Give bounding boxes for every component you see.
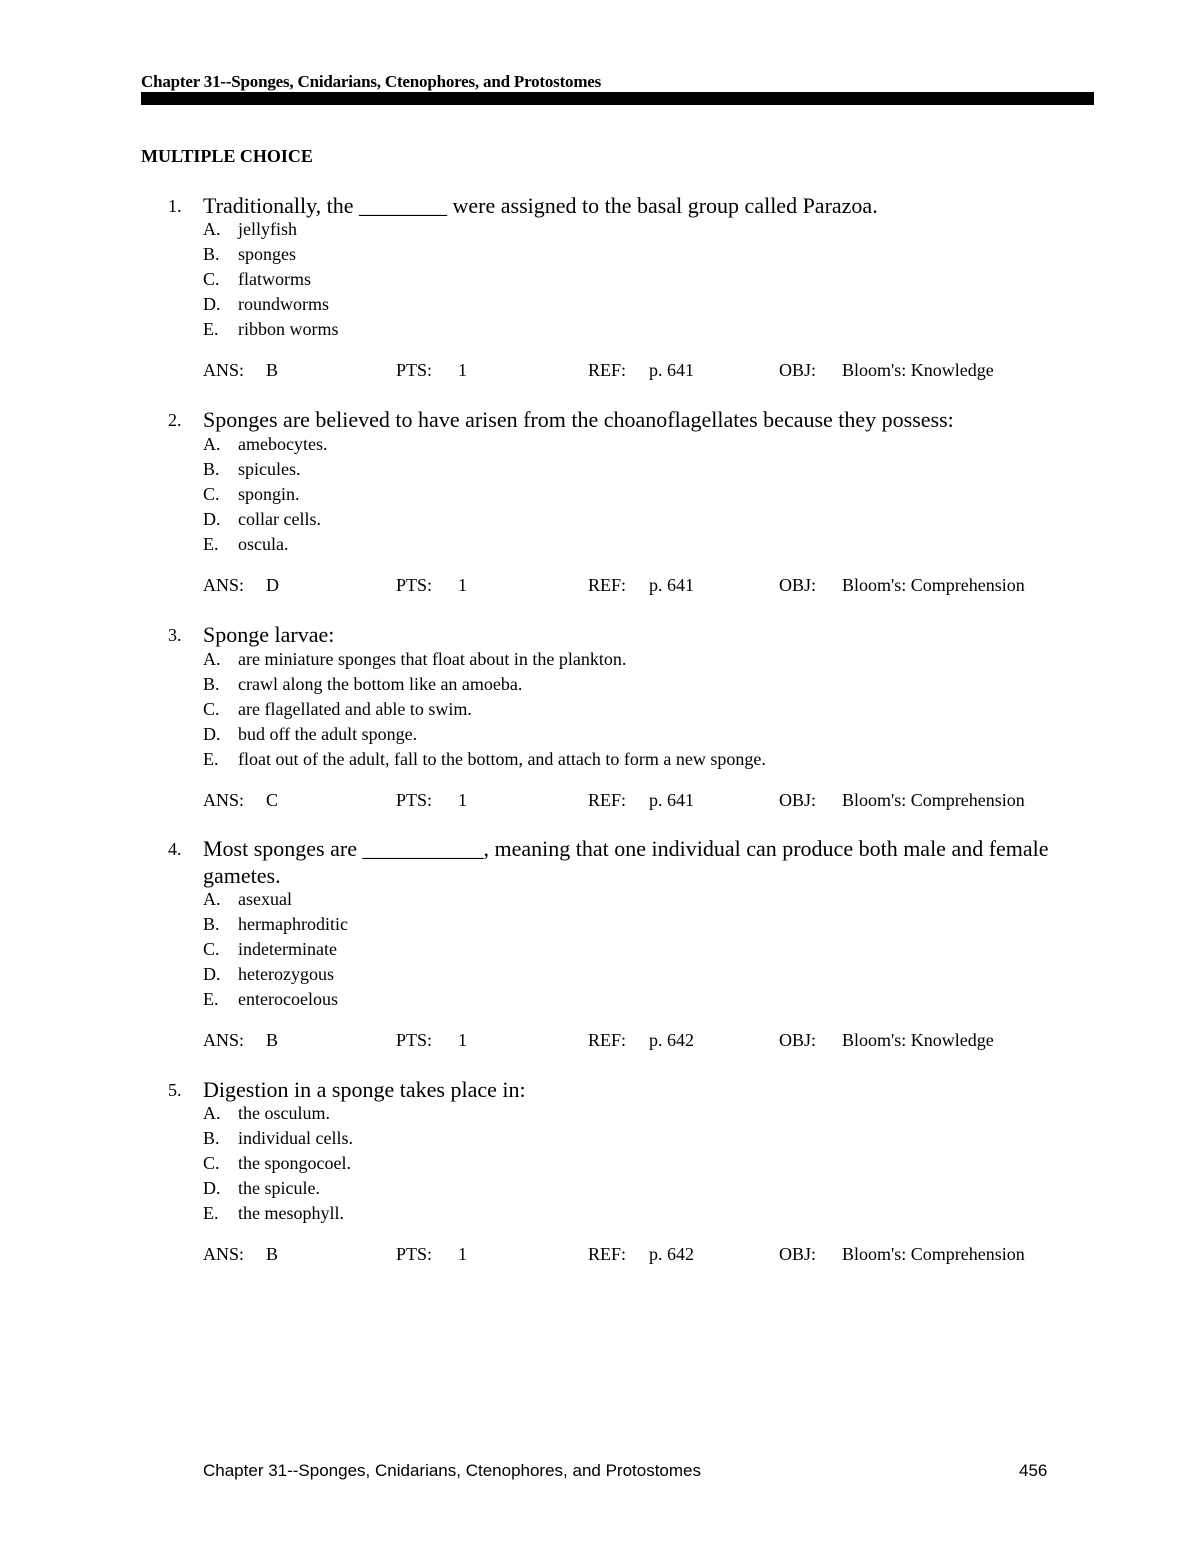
obj-label: OBJ: — [779, 575, 817, 595]
question-stem: Most sponges are ___________, meaning that one individual can produce both male and female gametes. — [203, 836, 1049, 888]
option-text: the spicule. — [238, 1177, 320, 1198]
page-header-title: Chapter 31--Sponges, Cnidarians, Ctenophores, and Protostomes — [141, 72, 602, 91]
question-stem: Sponges are believed to have arisen from the choanoflagellates because they possess: — [203, 407, 954, 432]
question-stem: Sponge larvae: — [203, 622, 335, 647]
option-letter: D. — [203, 1177, 221, 1198]
obj-label: OBJ: — [779, 1030, 817, 1050]
question-number: 2. — [168, 410, 182, 430]
option-letter: C. — [203, 268, 220, 289]
option-text: flatworms — [238, 268, 311, 289]
option-letter: D. — [203, 963, 221, 984]
ref-label: REF: — [588, 790, 627, 810]
ans-label: ANS: — [203, 1244, 245, 1264]
option-text: ribbon worms — [238, 318, 339, 339]
option-text: heterozygous — [238, 963, 334, 984]
ref-label: REF: — [588, 1244, 627, 1264]
option-letter: C. — [203, 483, 220, 504]
option-text: hermaphroditic — [238, 913, 348, 934]
ans-value: B — [266, 1244, 279, 1264]
ref-value: p. 641 — [649, 575, 694, 595]
option-letter: B. — [203, 1127, 220, 1148]
ans-value: D — [266, 575, 279, 595]
pts-label: PTS: — [396, 1030, 433, 1050]
option-letter: B. — [203, 243, 220, 264]
option-text: bud off the adult sponge. — [238, 723, 418, 744]
option-letter: C. — [203, 698, 220, 719]
ans-label: ANS: — [203, 360, 245, 380]
obj-value: Bloom's: Comprehension — [842, 1244, 1025, 1264]
option-text: spongin. — [238, 483, 300, 504]
footer-title: Chapter 31--Sponges, Cnidarians, Ctenophores, and Protostomes — [203, 1461, 702, 1480]
pts-value: 1 — [458, 575, 467, 595]
option-letter: D. — [203, 508, 221, 529]
question-number: 4. — [168, 839, 182, 859]
option-letter: B. — [203, 458, 220, 479]
option-letter: B. — [203, 673, 220, 694]
option-text: sponges — [238, 243, 296, 264]
ans-value: C — [266, 790, 279, 810]
obj-value: Bloom's: Knowledge — [842, 360, 994, 380]
option-text: roundworms — [238, 293, 329, 314]
obj-value: Bloom's: Comprehension — [842, 575, 1025, 595]
pts-label: PTS: — [396, 790, 433, 810]
ref-value: p. 642 — [649, 1244, 694, 1264]
obj-value: Bloom's: Knowledge — [842, 1030, 994, 1050]
obj-label: OBJ: — [779, 790, 817, 810]
option-letter: A. — [203, 434, 221, 454]
ans-label: ANS: — [203, 575, 245, 595]
option-letter: E. — [203, 988, 219, 1009]
obj-value: Bloom's: Comprehension — [842, 790, 1025, 810]
question-number: 5. — [168, 1080, 182, 1100]
ref-value: p. 642 — [649, 1030, 694, 1050]
ref-value: p. 641 — [649, 790, 694, 810]
ref-label: REF: — [588, 575, 627, 595]
option-text: enterocoelous — [238, 988, 338, 1009]
option-text: jellyfish — [238, 219, 297, 239]
obj-label: OBJ: — [779, 1244, 817, 1264]
pts-label: PTS: — [396, 1244, 433, 1264]
question-number: 3. — [168, 625, 182, 645]
option-text: spicules. — [238, 458, 301, 479]
option-letter: D. — [203, 293, 221, 314]
option-text: float out of the adult, fall to the bottom, and attach to form a new sponge. — [238, 748, 766, 769]
question-number: 1. — [168, 196, 182, 216]
pts-value: 1 — [458, 790, 467, 810]
obj-label: OBJ: — [779, 360, 817, 380]
pts-value: 1 — [458, 1030, 467, 1050]
question-stem: Traditionally, the ________ were assigned to the basal group called Parazoa. — [203, 193, 878, 218]
option-text: are miniature sponges that float about in the plankton. — [238, 649, 627, 669]
option-letter: E. — [203, 748, 219, 769]
option-text: indeterminate — [238, 938, 337, 959]
question-stem: Digestion in a sponge takes place in: — [203, 1077, 526, 1102]
ans-label: ANS: — [203, 790, 245, 810]
ref-value: p. 641 — [649, 360, 694, 380]
option-letter: A. — [203, 219, 221, 239]
pts-value: 1 — [458, 1244, 467, 1264]
option-letter: B. — [203, 913, 220, 934]
option-text: the spongocoel. — [238, 1152, 351, 1173]
option-text: the osculum. — [238, 1103, 330, 1123]
pts-value: 1 — [458, 360, 467, 380]
option-text: asexual — [238, 889, 292, 909]
option-text: oscula. — [238, 533, 289, 554]
option-letter: A. — [203, 889, 221, 909]
option-letter: C. — [203, 1152, 220, 1173]
option-text: collar cells. — [238, 508, 321, 529]
option-text: amebocytes. — [238, 434, 328, 454]
ans-value: B — [266, 1030, 279, 1050]
option-letter: C. — [203, 938, 220, 959]
ans-value: B — [266, 360, 279, 380]
section-title: MULTIPLE CHOICE — [141, 146, 313, 166]
ref-label: REF: — [588, 1030, 627, 1050]
option-letter: A. — [203, 1103, 221, 1123]
option-text: crawl along the bottom like an amoeba. — [238, 673, 523, 694]
option-letter: D. — [203, 723, 221, 744]
option-letter: E. — [203, 533, 219, 554]
option-letter: A. — [203, 649, 221, 669]
pts-label: PTS: — [396, 575, 433, 595]
ref-label: REF: — [588, 360, 627, 380]
option-text: individual cells. — [238, 1127, 353, 1148]
option-letter: E. — [203, 1202, 219, 1223]
footer-page-number: 456 — [1019, 1461, 1048, 1480]
option-letter: E. — [203, 318, 219, 339]
ans-label: ANS: — [203, 1030, 245, 1050]
option-text: the mesophyll. — [238, 1202, 344, 1223]
pts-label: PTS: — [396, 360, 433, 380]
header-rule — [141, 92, 1094, 105]
option-text: are flagellated and able to swim. — [238, 698, 472, 719]
